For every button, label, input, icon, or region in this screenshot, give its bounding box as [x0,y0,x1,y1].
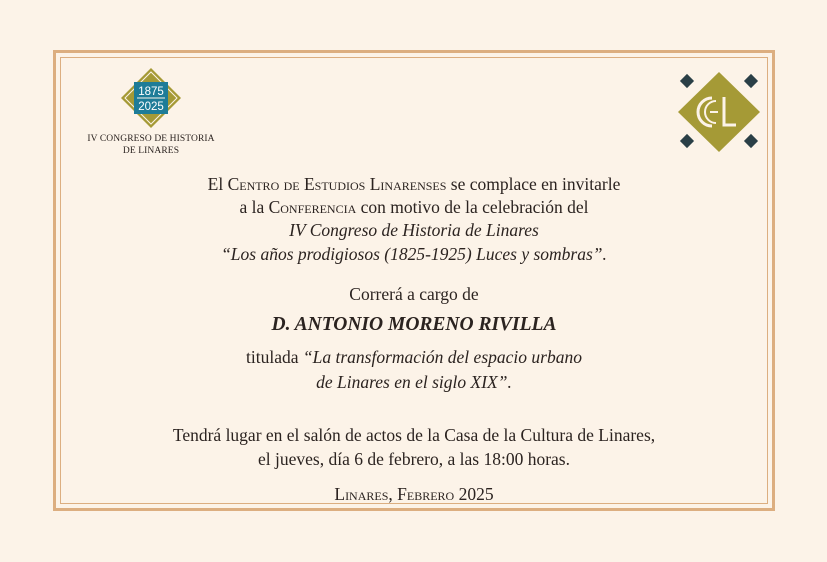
venue-line-2: el jueves, día 6 de febrero, a las 18:00 horas. [258,449,570,469]
talk-title-line-2: de Linares en el siglo XIX”. [316,372,512,392]
congress-caption-line-1: IV CONGRESO DE HISTORIA [87,134,215,144]
cel-emblem-icon [674,70,764,154]
speaker-intro: Correrá a cargo de [349,284,479,304]
venue-line-1: Tendrá lugar en el salón de actos de la Casa de la Cultura de Linares, [172,425,656,445]
intro-line-1: El Centro de Estudios Linarenses se complace en invitarle [207,174,621,194]
intro-line-2: a la Conferencia con motivo de la celebración del [239,197,589,217]
emblem-year-2: 2025 [138,101,164,113]
speaker-name: D. ANTONIO MORENO RIVILLA [271,314,557,335]
place-date: Linares, Febrero 2025 [334,484,494,504]
congress-emblem-icon [119,66,183,130]
talk-title: “La transformación del espacio urbano [302,347,582,367]
congress-caption-line-2: DE LINARES [122,146,180,156]
talk-title-line-1: titulada “La transformación del espacio urbano [246,347,582,367]
cel-logo [674,70,764,158]
congress-name: IV Congreso de Historia de Linares [289,220,539,240]
emblem-year-1: 1875 [138,86,164,98]
organization-name: Centro de Estudios Linarenses [227,174,447,194]
congress-caption [86,133,216,157]
conference-word: Conferencia [268,197,357,217]
congress-theme: “Los años prodigiosos (1825-1925) Luces y sombras”. [221,244,607,264]
congress-logo [86,66,216,157]
